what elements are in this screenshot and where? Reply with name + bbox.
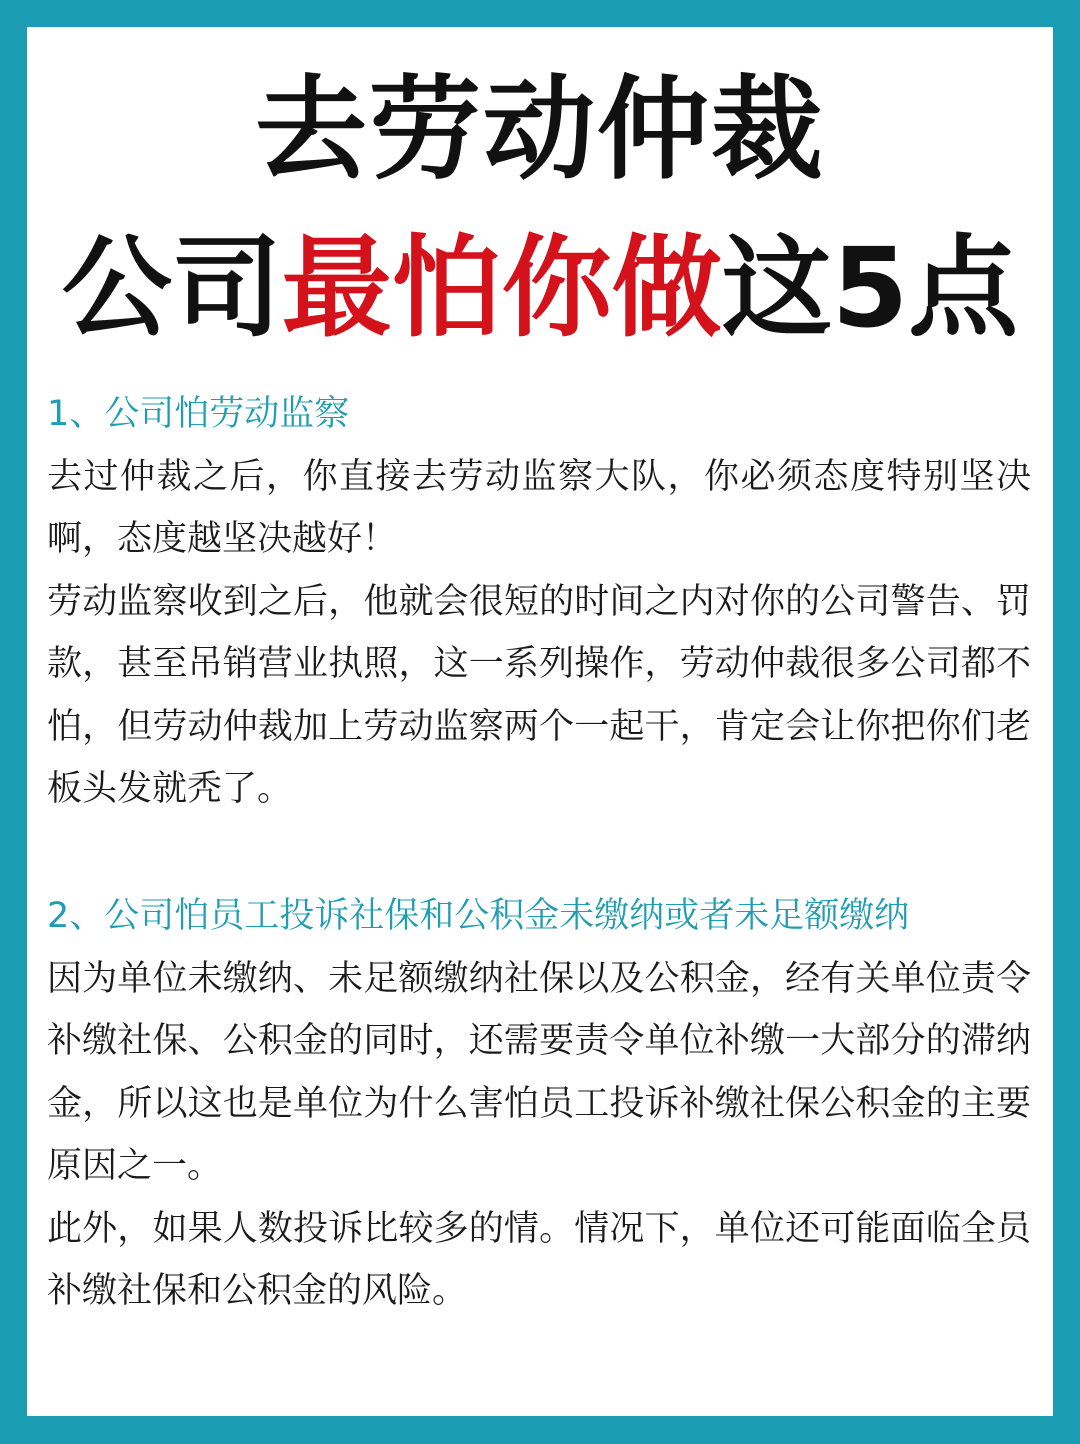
section-2-paragraph-2: 此外，如果人数投诉比较多的情。情况下，单位还可能面临全员补缴社保和公积金的风险。 [47, 1208, 1031, 1311]
section-1-paragraph-1: 去过仲裁之后，你直接去劳动监察大队，你必须态度特别坚决啊，态度越坚决越好！ [47, 456, 1031, 559]
section-1 [47, 383, 1031, 821]
section-1-heading: 1、公司怕劳动监察 [47, 394, 350, 434]
title-line-1: 去劳动仲裁 [255, 65, 825, 195]
section-2-heading: 2、公司怕员工投诉社保和公积金未缴纳或者未足额缴纳 [47, 896, 910, 936]
section-2-paragraph-1: 因为单位未缴纳、未足额缴纳社保以及公积金，经有关单位责令补缴社保、公积金的同时，还需要责令单位补缴一大部分的滞纳金，所以这也是单位为什么害怕员工投诉补缴社保公积金的主要原因之一。 [47, 958, 1031, 1186]
section-2 [47, 885, 1031, 1323]
section-1-paragraph-2: 劳动监察收到之后，他就会很短的时间之内对你的公司警告、罚款，甚至吊销营业执照，这一系列操作，劳动仲裁很多公司都不怕，但劳动仲裁加上劳动监察两个一起干，肯定会让你把你们老板头发就秃了。 [47, 581, 1031, 809]
title-prefix: 公司 [61, 224, 282, 352]
content-card [27, 27, 1053, 1416]
title-suffix: 这5点 [721, 224, 1019, 352]
title-highlight: 最怕你做 [281, 224, 722, 352]
title-line-2 [27, 223, 1053, 353]
